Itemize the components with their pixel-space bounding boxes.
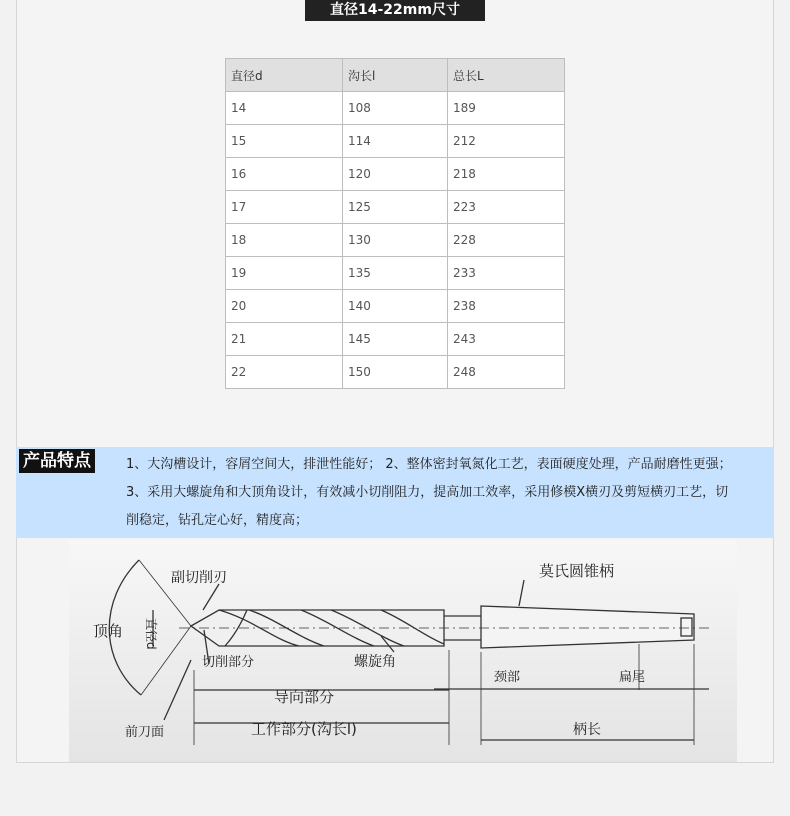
cell-flute-length: 135 [343,257,448,290]
label-secondary-edge: 副切削刃 [171,570,227,586]
label-diameter: 直径d [144,618,158,650]
table-row [226,191,565,224]
label-point-angle: 顶角 [93,622,124,640]
cell-flute-length: 120 [343,158,448,191]
cell-total-length: 218 [448,158,565,191]
cell-total-length: 238 [448,290,565,323]
cell-total-length: 248 [448,356,565,389]
label-guide-part: 导向部分 [274,688,335,706]
label-rake-face: 前刀面 [125,725,165,740]
table-row [226,290,565,323]
cell-total-length: 189 [448,92,565,125]
drill-diagram-svg [69,540,737,762]
cell-diameter: 16 [226,158,343,191]
drill-diagram [69,540,737,762]
label-neck: 颈部 [494,670,521,685]
cell-total-length: 223 [448,191,565,224]
table-row [226,257,565,290]
column-header-flute-length: 沟长l [343,59,448,92]
cell-flute-length: 145 [343,323,448,356]
cell-total-length: 243 [448,323,565,356]
table-row [226,158,565,191]
cell-diameter: 20 [226,290,343,323]
cell-diameter: 21 [226,323,343,356]
table-row [226,356,565,389]
table-row [226,224,565,257]
cell-flute-length: 130 [343,224,448,257]
cell-diameter: 18 [226,224,343,257]
label-taper-shank: 莫氏圆锥柄 [539,562,615,580]
cell-diameter: 17 [226,191,343,224]
diagram-background [69,540,737,762]
cell-flute-length: 140 [343,290,448,323]
dimension-table [225,58,565,389]
label-helix-angle: 螺旋角 [354,654,396,670]
features-text: 1、大沟槽设计，容屑空间大，排泄性能好； 2、整体密封氧氮化工艺，表面硬度处理，产品耐磨性更强；3、采用大螺旋角和大顶角设计，有效减小切削阻力，提高加工效率，采用修模X横刃及剪短横刃工艺，切削稳定，钻孔定心好，精度高； [126,457,732,528]
column-header-diameter: 直径d [226,59,343,92]
label-shank-length: 柄长 [573,722,601,738]
cell-diameter: 22 [226,356,343,389]
cell-flute-length: 114 [343,125,448,158]
label-cutting-part: 切削部分 [202,655,255,670]
table-header-row [226,59,565,92]
cell-diameter: 15 [226,125,343,158]
cell-total-length: 228 [448,224,565,257]
table-row [226,92,565,125]
cell-diameter: 14 [226,92,343,125]
table-row [226,125,565,158]
table-body [226,92,565,389]
cell-flute-length: 108 [343,92,448,125]
cell-total-length: 233 [448,257,565,290]
label-working-part: 工作部分(沟长l) [251,720,357,738]
cell-diameter: 19 [226,257,343,290]
section-title: 直径14-22mm尺寸 [305,0,485,21]
column-header-total-length: 总长L [448,59,565,92]
cell-total-length: 212 [448,125,565,158]
cell-flute-length: 125 [343,191,448,224]
features-label: 产品特点 [19,449,95,473]
label-tang: 扁尾 [619,670,646,685]
cell-flute-length: 150 [343,356,448,389]
features-banner [16,447,774,538]
table-row [226,323,565,356]
